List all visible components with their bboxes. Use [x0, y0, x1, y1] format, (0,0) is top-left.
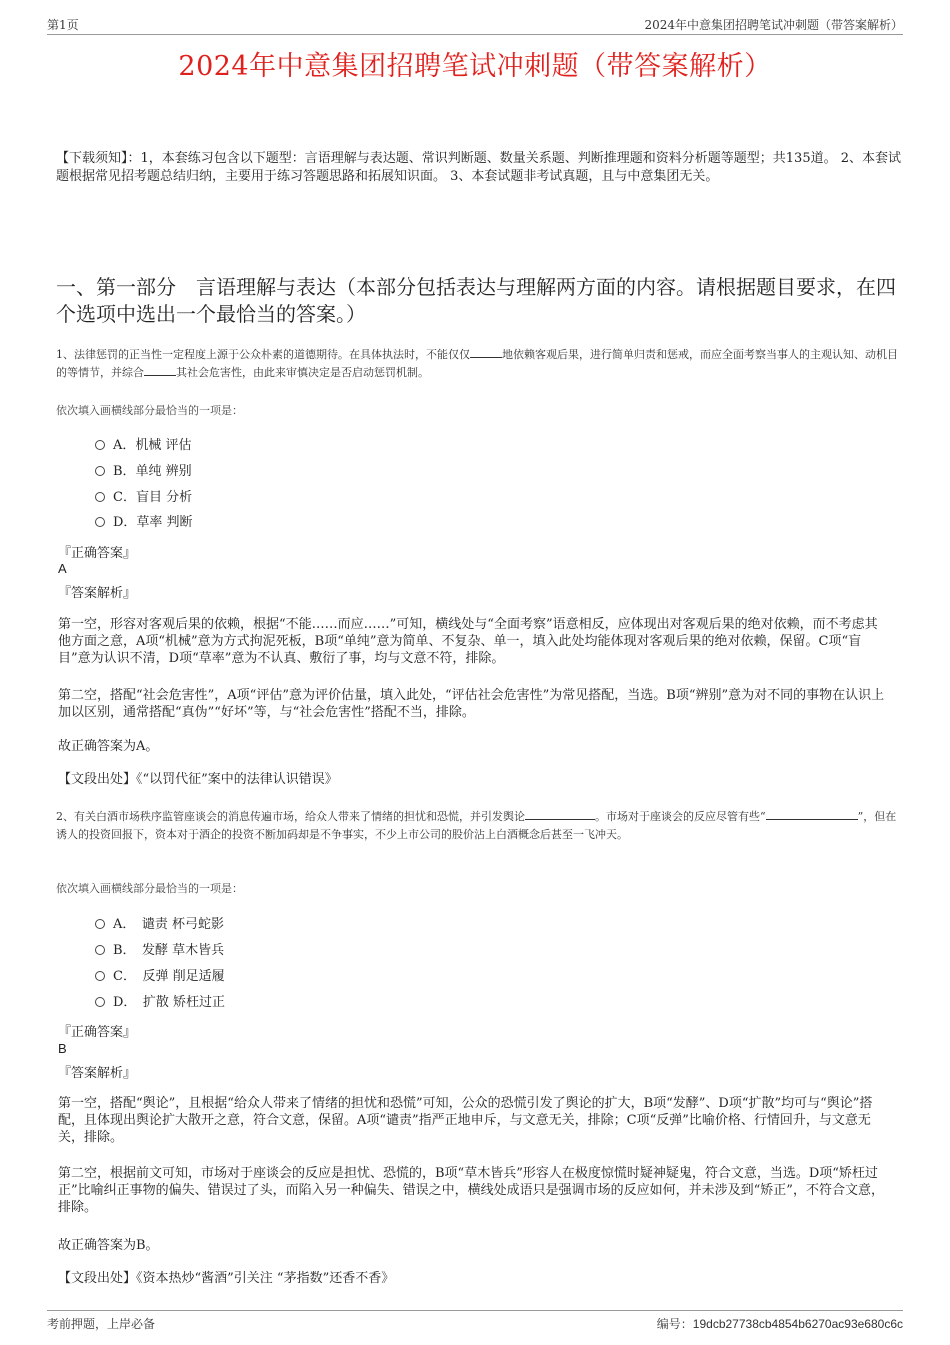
analysis-paragraph: 第二空，根据前文可知，市场对于座谈会的反应是担忧、恐慌的，B项“草木皆兵”形容人在极度惊慌时疑神疑鬼，符合文意，当选。D项“矫枉过正”比喻纠正事物的偏失、错误过了头，而陷入另一种偏失、错误之中，横线处成语只是强调市场的反应如何，并未涉及到“矫正”，不符合文意，排除。 [58, 1166, 884, 1215]
footer-code [657, 1315, 903, 1332]
option-label: C． 反弹 削足适履 [113, 969, 225, 984]
analysis-conclusion: 故正确答案为B。 [58, 1238, 159, 1253]
option-a[interactable] [95, 437, 192, 455]
option-c[interactable] [95, 489, 192, 507]
question-stem-part: ”，但在诱人的投资回报下，资本对于酒企的投资不断加码却是不争事实，不少上市公司的股价沾上白酒概念后甚至一飞冲天。 [56, 810, 897, 841]
question-1-stem [56, 346, 901, 382]
question-stem-part: 地依赖客观后果，进行简单归责和惩戒，而应全面考察当事人的主观认知、动机目的等情节，并综合 [56, 348, 898, 379]
fill-blank [144, 365, 176, 376]
correct-answer-label: 『正确答案』 [58, 546, 137, 561]
question-stem-part: 1、法律惩罚的正当性一定程度上源于公众朴素的道德期待。在具体执法时，不能仅仅 [56, 348, 470, 361]
code-value: 19dcb27738cb4854b6270ac93e680c6c [692, 1317, 903, 1331]
option-label: D．草率 判断 [113, 515, 193, 530]
page-footer [47, 1310, 903, 1335]
analysis-paragraph: 第二空，搭配“社会危害性”，A项“评估”意为评价估量，填入此处，“评估社会危害性”为常见搭配，当选。B项“辨别”意为对不同的事物在认识上加以区别，通常搭配“真伪”“好坏”等，与“社会危害性”搭配不当，排除。 [58, 688, 885, 720]
question-stem-part: 其社会危害性，由此来审慎决定是否启动惩罚机制。 [176, 366, 429, 379]
fill-blank [766, 809, 858, 820]
analysis-label: 『答案解析』 [58, 586, 137, 601]
radio-icon[interactable] [95, 919, 105, 929]
correct-answer: B [58, 1041, 67, 1056]
correct-answer: A [58, 561, 67, 576]
radio-icon[interactable] [95, 466, 105, 476]
code-label: 编号： [656, 1317, 693, 1331]
fill-blank [525, 809, 595, 820]
radio-icon[interactable] [95, 492, 105, 502]
footer-slogan: 考前押题，上岸必备 [47, 1317, 156, 1331]
question-stem-part: 。市场对于座谈会的反应尽管有些“ [595, 810, 766, 823]
option-label: A． 谴责 杯弓蛇影 [113, 917, 225, 932]
question-2-prompt: 依次填入画横线部分最恰当的一项是： [56, 882, 243, 895]
source-citation: 【文段出处】《资本热炒“酱酒”引关注 “茅指数”还香不香》 [58, 1271, 395, 1286]
option-label: C．盲目 分析 [113, 490, 193, 505]
option-label: A．机械 评估 [113, 438, 192, 453]
section-heading: 一、第一部分 言语理解与表达（本部分包括表达与理解两方面的内容。请根据题目要求，在四个选项中选出一个最恰当的答案。） [56, 275, 896, 326]
option-label: B．单纯 辨别 [113, 464, 192, 479]
option-c[interactable] [95, 968, 225, 986]
option-b[interactable] [95, 942, 224, 960]
page-number: 第1页 [47, 18, 79, 32]
document-title: 2024年中意集团招聘笔试冲刺题（带答案解析） [178, 51, 772, 82]
option-label: D． 扩散 矫枉过正 [113, 995, 226, 1010]
correct-answer-label: 『正确答案』 [58, 1025, 137, 1040]
page-header [47, 12, 903, 35]
option-a[interactable] [95, 916, 224, 934]
radio-icon[interactable] [95, 440, 105, 450]
analysis-conclusion: 故正确答案为A。 [58, 739, 159, 754]
source-citation: 【文段出处】《“以罚代征”案中的法律认识错误》 [58, 772, 338, 787]
question-stem-part: 2、有关白酒市场秩序监管座谈会的消息传遍市场，给众人带来了情绪的担忧和恐慌，并引发舆论 [56, 810, 525, 823]
analysis-label: 『答案解析』 [58, 1066, 137, 1081]
header-doc-title: 2024年中意集团招聘笔试冲刺题（带答案解析） [644, 18, 903, 32]
radio-icon[interactable] [95, 997, 105, 1007]
option-d[interactable] [95, 994, 225, 1012]
question-1-prompt: 依次填入画横线部分最恰当的一项是： [56, 404, 243, 417]
question-2-stem [56, 808, 901, 844]
radio-icon[interactable] [95, 945, 105, 955]
radio-icon[interactable] [95, 517, 105, 527]
fill-blank [470, 347, 502, 358]
analysis-paragraph: 第一空，形容对客观后果的依赖，根据“不能……而应……”可知，横线处与“全面考察”语意相反，应体现出对客观后果的绝对依赖，而不考虑其他方面之意，A项“机械”意为方式拘泥死板，B项“单纯”意为简单、不复杂、单一，填入此处均能体现对客观后果的绝对依赖，保留。C项“盲目”意为认识不清，D项“草率”意为不认真、敷衍了事，均与文意不符，排除。 [58, 617, 878, 666]
analysis-paragraph: 第一空，搭配“舆论”，且根据“给众人带来了情绪的担忧和恐慌”可知，公众的恐慌引发了舆论的扩大，B项“发酵”、D项“扩散”均可与“舆论”搭配，且体现出舆论扩大散开之意，符合文意，保留。A项“谴责”指严正地申斥，与文意无关，排除；C项“反弹”比喻价格、行情回升，与文意无关，排除。 [58, 1096, 873, 1145]
radio-icon[interactable] [95, 971, 105, 981]
option-d[interactable] [95, 514, 193, 532]
download-notice: 【下载须知】：1，本套练习包含以下题型：言语理解与表达题、常识判断题、数量关系题、判断推理题和资料分析题等题型；共135道。 2、本套试题根据常见招考题总结归纳，主要用于练习答题思路和拓展知识面。 3、本套试题非考试真题，且与中意集团无关。 [56, 151, 901, 184]
option-b[interactable] [95, 463, 192, 481]
option-label: B． 发酵 草木皆兵 [113, 943, 225, 958]
